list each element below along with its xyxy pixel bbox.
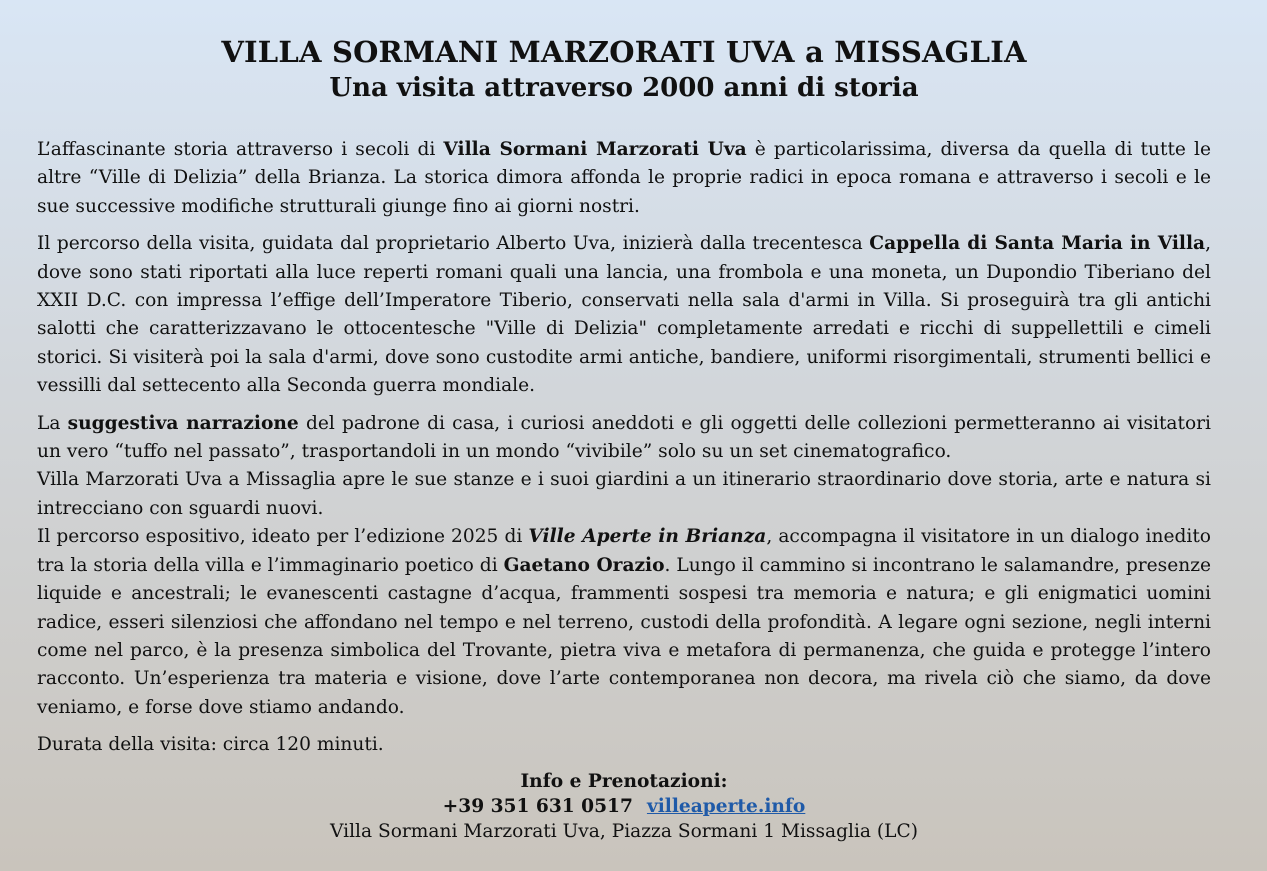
narration-highlight: suggestiva narrazione	[67, 412, 299, 434]
chapel-name: Cappella di Santa Maria in Villa	[869, 233, 1206, 255]
paragraph-exhibition	[37, 523, 1211, 722]
text: , accompagna il visitatore in un dialogo inedito tra la storia della villa e l’immaginario poetico di	[37, 526, 1211, 576]
villa-name: Villa Sormani Marzorati Uva	[443, 139, 747, 160]
text: del padrone di casa, i curiosi aneddoti e gli oggetti delle collezioni permetteranno ai visitatori un vero “tuffo nel passato”, trasportandoli in un mondo “vivibile” solo su un set cinematografico.	[37, 412, 1211, 463]
info-heading: Info e Prenotazioni:	[520, 770, 728, 792]
phone-number[interactable]: +39 351 631 0517	[442, 795, 633, 817]
info-block	[37, 769, 1211, 844]
website-link[interactable]: villeaperte.info	[646, 795, 806, 817]
artist-name: Gaetano Orazio	[503, 554, 665, 576]
paragraph-visit-route	[37, 230, 1211, 400]
text: Il percorso della visita, guidata dal proprietario Alberto Uva, inizierà dalla trecentesca	[37, 233, 870, 255]
body-text	[37, 136, 1211, 760]
address: Villa Sormani Marzorati Uva, Piazza Sormani 1 Missaglia (LC)	[330, 820, 918, 842]
page-title: VILLA SORMANI MARZORATI UVA a MISSAGLIA	[221, 35, 1027, 69]
contact-line	[37, 794, 1211, 819]
paragraph-narration	[37, 410, 1211, 467]
text: L’affascinante storia attraverso i secoli di	[37, 139, 444, 160]
text: è particolarissima, diversa da quella di tutte le altre “Ville di Delizia” della Brianza. La storica dimora affonda le proprie radici in epoca romana e attraverso i secoli e le sue successive modifiche strutturali giunge fino ai giorni nostri.	[37, 139, 1211, 217]
paragraph-itinerary	[37, 466, 1211, 523]
text: . Lungo il cammino si incontrano le salamandre, presenze liquide e ancestrali; le evanescenti castagne d’acqua, frammenti sospesi tra memoria e natura; e gli enigmatici uomini radice, esseri silenziosi che affondano nel tempo e nel terreno, custodi della profondità. A legare ogni sezione, negli interni come nel parco, è la presenza simbolica del Trovante, pietra viva e metafora di permanenza, che guida e protegge l’intero racconto. Un’esperienza tra materia e visione, dove l’arte contemporanea non decora, ma rivela ciò che siamo, da dove veniamo, e forse dove stiamo andando.	[37, 554, 1212, 718]
event-name: Ville Aperte in Brianza	[528, 526, 767, 548]
text: Villa Marzorati Uva a Missaglia apre le sue stanze e i suoi giardini a un itinerario straordinario dove storia, arte e natura si intrecciano con sguardi nuovi.	[37, 469, 1211, 519]
text: Il percorso espositivo, ideato per l’edizione 2025 di	[37, 526, 529, 548]
page-subtitle: Una visita attraverso 2000 anni di storia	[329, 73, 919, 103]
paragraph-duration	[37, 731, 1211, 759]
text: Durata della visita: circa 120 minuti.	[37, 734, 384, 756]
text: , dove sono stati riportati alla luce reperti romani quali una lancia, una frombola e una moneta, un Dupondio Tiberiano del XXII D.C. con impressa l’effige dell’Imperatore Tiberio, conservati nella sala d'armi in Villa. Si proseguirà tra gli antichi salotti che caratterizzavano le ottocentesche "Ville di Delizia" completamente arredati e ricchi di suppellettili e cimeli storici. Si visiterà poi la sala d'armi, dove sono custodite armi antiche, bandiere, uniformi risorgimentali, strumenti bellici e vessilli dal settecento alla Seconda guerra mondiale.	[37, 233, 1212, 397]
text: La	[37, 412, 68, 434]
title-block	[37, 0, 1211, 104]
paragraph-intro	[37, 136, 1211, 221]
